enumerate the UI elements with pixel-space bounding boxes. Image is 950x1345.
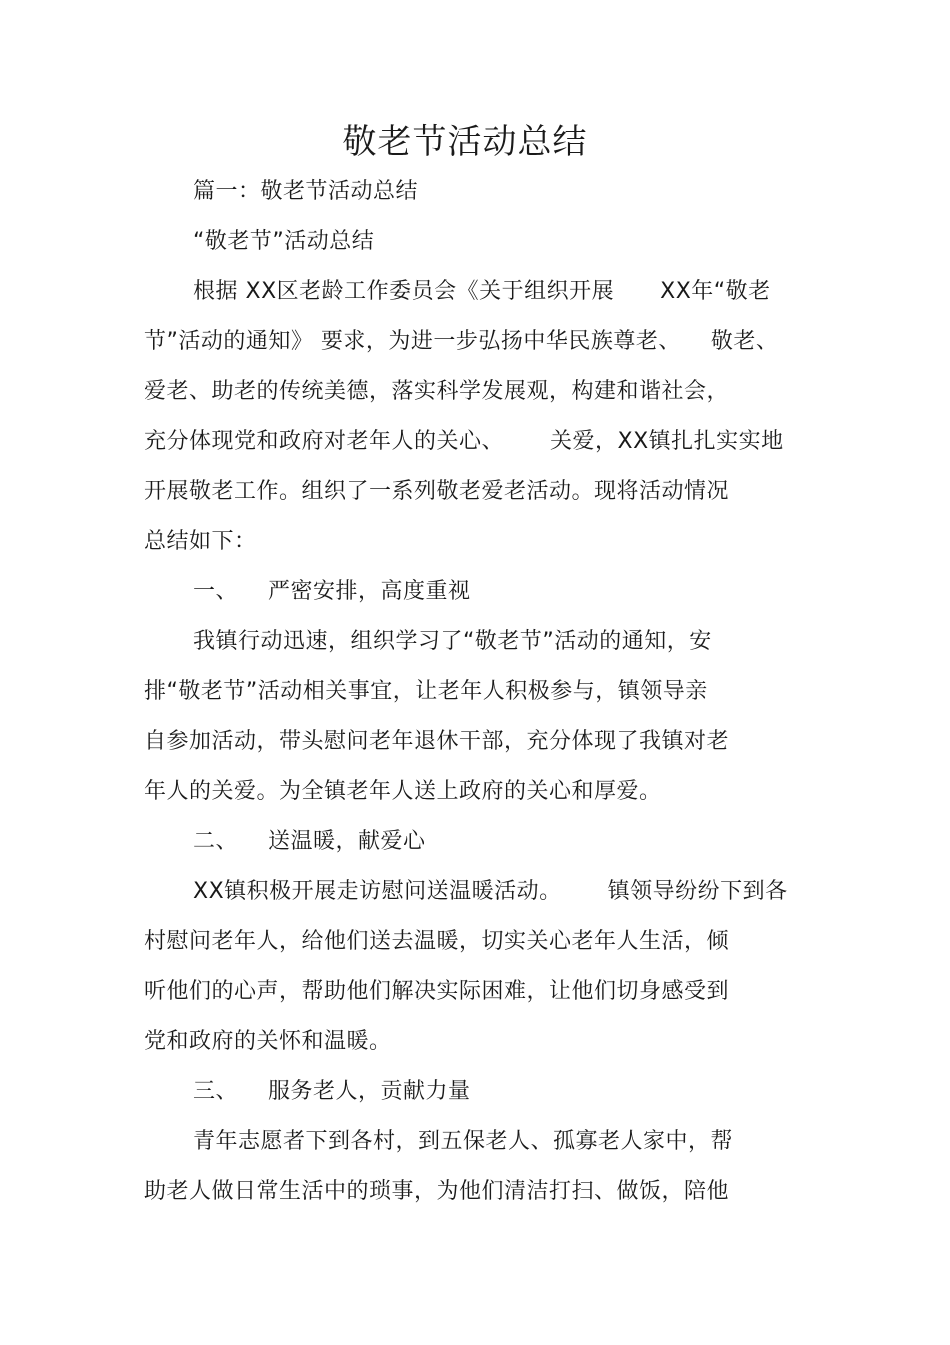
section-2-line-3: 听他们的心声，帮助他们解决实际困难，让他们切身感受到: [144, 979, 730, 1004]
intro-line-4-b: 关爱，XX镇扎扎实实地: [550, 429, 784, 454]
section-2-number: 二、: [193, 829, 239, 854]
section-2-line-1-a: XX镇积极开展走访慰问送温暖活动。: [193, 879, 562, 904]
section-3-heading: [193, 1076, 471, 1108]
section-2-line-1-b: 镇领导纷纷下到各: [607, 879, 788, 904]
section-1-line-3: 自参加活动，带头慰问老年退休干部，充分体现了我镇对老: [144, 729, 730, 754]
document-title: 敬老节活动总结: [342, 122, 588, 162]
intro-line-5-a: 开展敬老工作。组织了一系列敬老爱老活动。现将活动情况: [144, 479, 730, 504]
section-2-line-1: [193, 876, 788, 908]
intro-line-5: [144, 476, 729, 508]
section-1-title: 严密安排，高度重视: [268, 579, 471, 604]
intro-line-2-b: 敬老、: [710, 329, 779, 354]
section-2-line-4: 党和政府的关怀和温暖。: [144, 1029, 392, 1054]
section-1-line-4: 年人的关爱。为全镇老年人送上政府的关心和厚爱。: [144, 779, 662, 804]
intro-line-6-a: 总结如下：: [144, 529, 257, 554]
section-1-number: 一、: [193, 579, 239, 604]
section-2-heading: [193, 826, 426, 858]
section-1-heading: [193, 576, 471, 608]
section-1-line-2: 排“敬老节”活动相关事宜，让老年人积极参与，镇领导亲: [144, 679, 708, 704]
section-1-line-1: 我镇行动迅速，组织学习了“敬老节”活动的通知，安: [193, 629, 712, 654]
intro-line-6: [144, 526, 257, 558]
intro-line-1: [193, 276, 771, 308]
section-2-title: 送温暖，献爱心: [268, 829, 426, 854]
intro-line-1-b: XX年“敬老: [660, 279, 771, 304]
section-3-line-2: 助老人做日常生活中的琐事，为他们清洁打扫、做饭，陪他: [144, 1179, 730, 1204]
section-3-title: 服务老人，贡献力量: [268, 1079, 471, 1104]
section-3-number: 三、: [193, 1079, 239, 1104]
intro-line-4-a: 充分体现党和政府对老年人的关心、: [144, 429, 505, 454]
document-heading: “敬老节”活动总结: [193, 229, 375, 254]
section-3-line-1: 青年志愿者下到各村，到五保老人、孤寡老人家中，帮: [193, 1129, 734, 1154]
intro-line-4: [144, 426, 784, 458]
intro-line-3: [144, 376, 729, 408]
document-subtitle: 篇一：敬老节活动总结: [193, 179, 419, 204]
intro-line-2: [144, 326, 778, 358]
section-2-line-2: 村慰问老年人，给他们送去温暖，切实关心老年人生活，倾: [144, 929, 730, 954]
intro-line-3-a: 爱老、助老的传统美德，落实科学发展观，构建和谐社会，: [144, 379, 730, 404]
intro-line-1-a: 根据 XX区老龄工作委员会《关于组织开展: [193, 279, 615, 304]
intro-line-2-a: 节”活动的通知》 要求，为进一步弘扬中华民族尊老、: [144, 329, 681, 354]
